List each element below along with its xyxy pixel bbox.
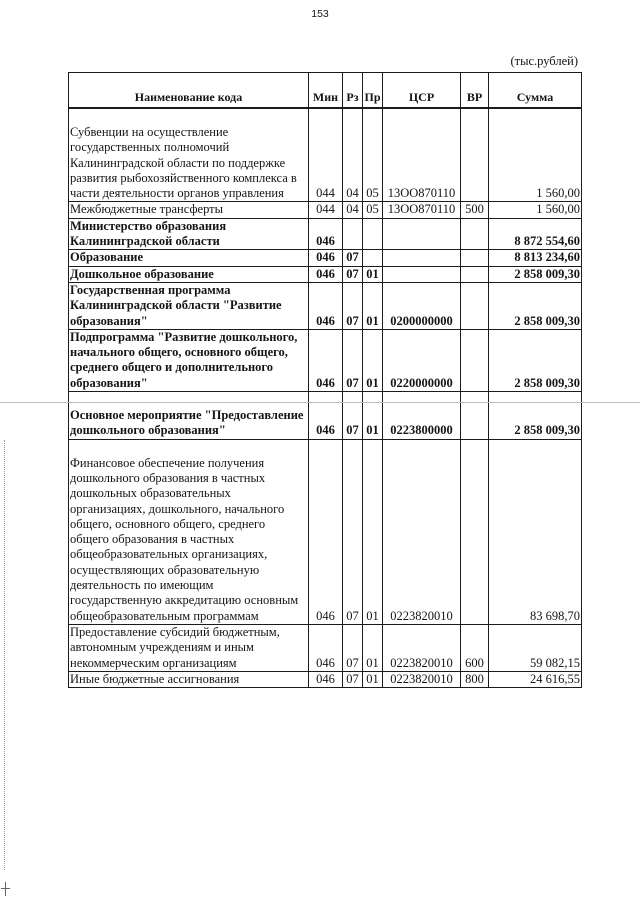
scan-edge-dots (4, 440, 5, 870)
row-sum: 2 858 009,30 (489, 282, 582, 329)
row-rz: 07 (343, 439, 363, 624)
table-row (69, 218, 582, 250)
row-name: Министерство образования Калининградской области (69, 218, 309, 250)
table-row (69, 266, 582, 282)
row-min: 046 (309, 282, 343, 329)
budget-table (68, 72, 582, 688)
row-name: Основное мероприятие "Предоставление дошкольного образования" (69, 392, 309, 440)
scan-fold-line (0, 402, 640, 403)
row-sum: 24 616,55 (489, 671, 582, 687)
table-row (69, 329, 582, 391)
row-rz: 07 (343, 250, 363, 266)
row-rz: 07 (343, 329, 363, 391)
row-csr: 0223820010 (383, 624, 461, 671)
row-vr: 600 (461, 624, 489, 671)
row-csr: 0200000000 (383, 282, 461, 329)
row-name: Иные бюджетные ассигнования (69, 671, 309, 687)
scan-cross-mark-icon (5, 882, 6, 896)
row-sum: 2 858 009,30 (489, 392, 582, 440)
row-csr: 0223820010 (383, 671, 461, 687)
row-min: 046 (309, 266, 343, 282)
row-pr: 01 (363, 392, 383, 440)
row-sum: 8 813 234,60 (489, 250, 582, 266)
table-row (69, 250, 582, 266)
header-rz: Рз (343, 73, 363, 109)
row-vr (461, 282, 489, 329)
row-name: Межбюджетные трансферты (69, 202, 309, 218)
row-sum: 1 560,00 (489, 202, 582, 218)
row-rz: 07 (343, 282, 363, 329)
row-rz: 07 (343, 671, 363, 687)
row-vr (461, 250, 489, 266)
header-name: Наименование кода (69, 73, 309, 109)
row-min: 044 (309, 202, 343, 218)
row-csr: 13OO870110 (383, 202, 461, 218)
table-row (69, 392, 582, 440)
row-min: 046 (309, 671, 343, 687)
row-rz: 04 (343, 202, 363, 218)
row-name: Дошкольное образование (69, 266, 309, 282)
row-pr: 01 (363, 282, 383, 329)
table-row (69, 202, 582, 218)
row-name: Субвенции на осуществление государственных полномочий Калининградской области по поддержке развития рыбохозяйственного комплекса в части деятельности органов управления (69, 108, 309, 202)
row-vr (461, 108, 489, 202)
row-vr (461, 392, 489, 440)
row-csr: 0220000000 (383, 329, 461, 391)
row-pr: 05 (363, 108, 383, 202)
row-pr: 05 (363, 202, 383, 218)
row-vr: 500 (461, 202, 489, 218)
row-rz: 07 (343, 266, 363, 282)
row-vr (461, 218, 489, 250)
row-vr (461, 266, 489, 282)
row-vr (461, 439, 489, 624)
header-pr: Пр (363, 73, 383, 109)
header-vr: ВР (461, 73, 489, 109)
row-pr: 01 (363, 624, 383, 671)
row-rz (343, 218, 363, 250)
row-min: 044 (309, 108, 343, 202)
row-pr: 01 (363, 439, 383, 624)
row-csr: 0223820010 (383, 439, 461, 624)
units-note: (тыс.рублей) (510, 54, 578, 68)
row-sum: 8 872 554,60 (489, 218, 582, 250)
row-sum: 2 858 009,30 (489, 329, 582, 391)
header-csr: ЦСР (383, 73, 461, 109)
row-min: 046 (309, 439, 343, 624)
row-min: 046 (309, 329, 343, 391)
row-name: Государственная программа Калининградской области "Развитие образования" (69, 282, 309, 329)
row-vr: 800 (461, 671, 489, 687)
row-min: 046 (309, 250, 343, 266)
row-min: 046 (309, 624, 343, 671)
row-rz: 04 (343, 108, 363, 202)
row-sum: 1 560,00 (489, 108, 582, 202)
table-row (69, 108, 582, 202)
table-row (69, 671, 582, 687)
page-number: 153 (311, 8, 329, 20)
row-name: Образование (69, 250, 309, 266)
row-rz: 07 (343, 392, 363, 440)
table-row (69, 624, 582, 671)
row-min: 046 (309, 218, 343, 250)
table-header-row (69, 73, 582, 109)
row-pr: 01 (363, 329, 383, 391)
row-pr: 01 (363, 671, 383, 687)
row-pr (363, 218, 383, 250)
row-pr: 01 (363, 266, 383, 282)
row-csr (383, 266, 461, 282)
header-sum: Сумма (489, 73, 582, 109)
row-csr (383, 218, 461, 250)
row-sum: 59 082,15 (489, 624, 582, 671)
table-row (69, 282, 582, 329)
row-sum: 2 858 009,30 (489, 266, 582, 282)
row-csr: 13OO870110 (383, 108, 461, 202)
header-min: Мин (309, 73, 343, 109)
table-row (69, 439, 582, 624)
row-name: Подпрограмма "Развитие дошкольного, начального общего, основного общего, среднего общего и дополнительного образования" (69, 329, 309, 391)
row-csr: 0223800000 (383, 392, 461, 440)
row-name: Предоставление субсидий бюджетным, автономным учреждениям и иным некоммерческим организациям (69, 624, 309, 671)
row-min: 046 (309, 392, 343, 440)
row-sum: 83 698,70 (489, 439, 582, 624)
row-vr (461, 329, 489, 391)
row-pr (363, 250, 383, 266)
row-csr (383, 250, 461, 266)
row-name: Финансовое обеспечение получения дошкольного образования в частных дошкольных образовательных организациях, дошкольного, начального общего, основного общего, среднего общего образования в частных общеобразовательных организациях, осуществляющих образовательную деятельность по имеющим государственную аккредитацию основным общеобразовательным программам (69, 439, 309, 624)
row-rz: 07 (343, 624, 363, 671)
